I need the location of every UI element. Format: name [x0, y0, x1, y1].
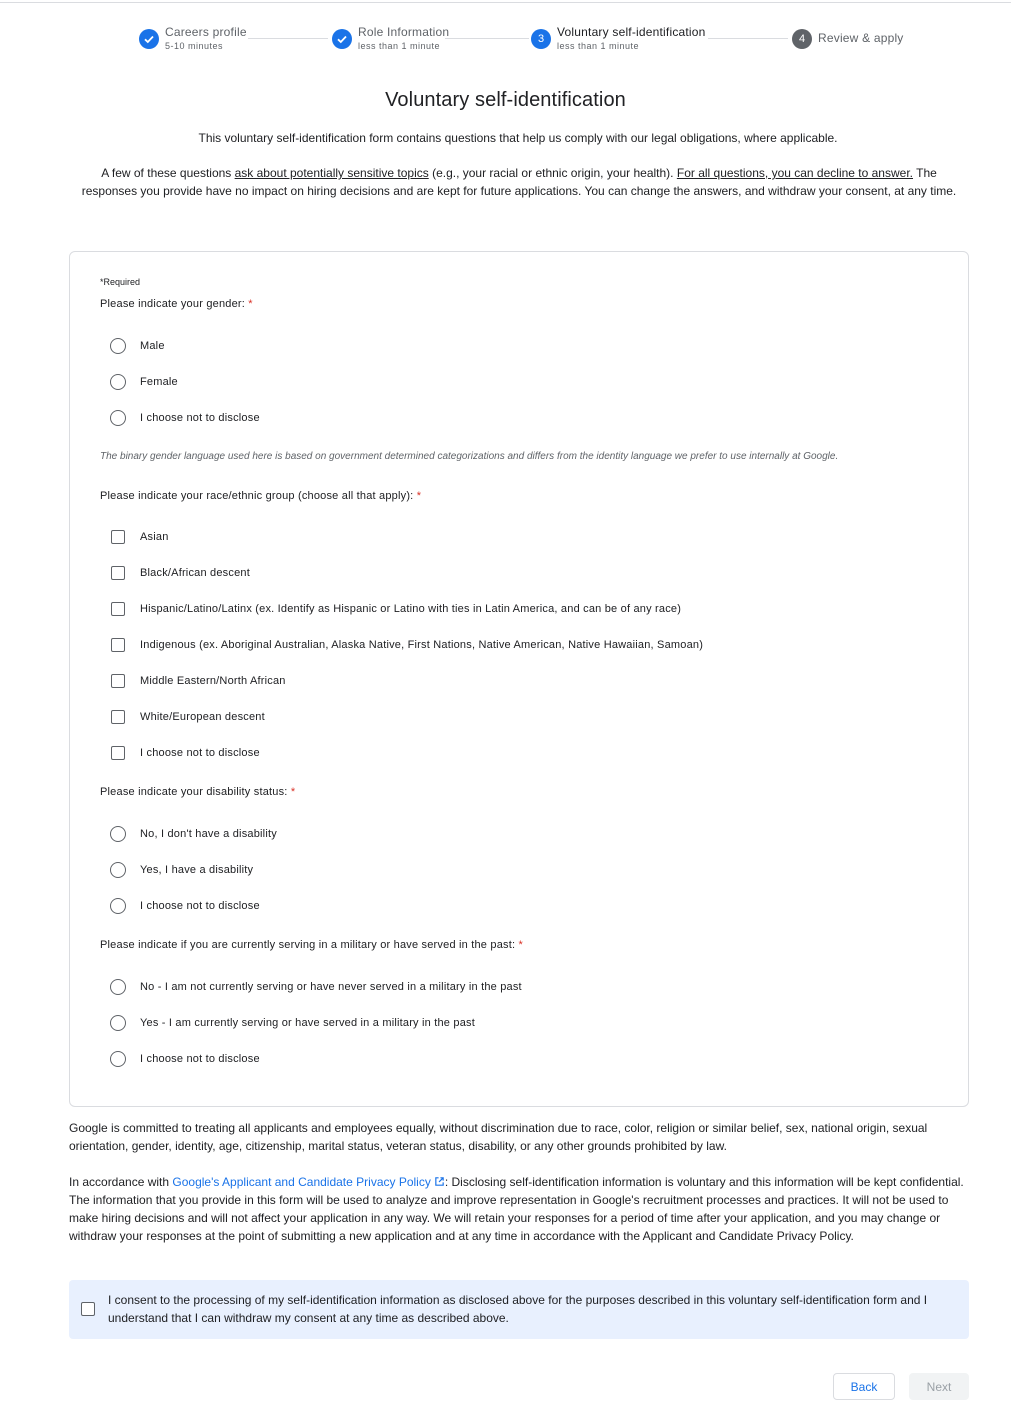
step-title: Role Information: [358, 25, 450, 39]
required-label: *Required: [100, 277, 141, 287]
race-question: [100, 490, 421, 502]
checkbox[interactable]: [111, 566, 125, 580]
question-text: Please indicate your race/ethnic group (choose all that apply):: [100, 490, 417, 502]
military-option-yes[interactable]: [110, 1015, 475, 1031]
step-subtitle: less than 1 minute: [557, 41, 640, 51]
step-connector: [445, 38, 529, 39]
step-subtitle: less than 1 minute: [358, 41, 441, 51]
race-option-asian[interactable]: [110, 530, 169, 544]
checkbox[interactable]: [111, 746, 125, 760]
option-label: I choose not to disclose: [140, 900, 260, 912]
gender-option-female[interactable]: [110, 374, 178, 390]
option-label: Black/African descent: [140, 567, 250, 579]
race-option-white[interactable]: [110, 710, 265, 724]
gender-option-male[interactable]: [110, 338, 165, 354]
option-label: Yes, I have a disability: [140, 864, 254, 876]
checkbox[interactable]: [111, 674, 125, 688]
step-review-apply: [792, 22, 904, 49]
option-label: Hispanic/Latino/Latinx (ex. Identify as Hispanic or Latino with ties in Latin America, and can be of any race): [140, 603, 682, 615]
self-identification-form: [69, 251, 969, 1107]
progress-stepper: [0, 22, 1011, 62]
checkbox[interactable]: [111, 530, 125, 544]
disability-option-yes[interactable]: [110, 862, 253, 878]
privacy-policy-link[interactable]: Google's Applicant and Candidate Privacy Policy: [172, 1175, 431, 1189]
consent-checkbox[interactable]: [81, 1302, 95, 1316]
radio-button[interactable]: [110, 374, 126, 390]
step-title: Voluntary self-identification: [557, 25, 706, 39]
radio-button[interactable]: [110, 1015, 126, 1031]
radio-button[interactable]: [110, 1051, 126, 1067]
checkbox[interactable]: [111, 638, 125, 652]
gender-question: [100, 298, 253, 310]
decline-to-answer-text: For all questions, you can decline to answer.: [676, 166, 913, 180]
military-option-no[interactable]: [110, 979, 522, 995]
question-text: Please indicate your disability status:: [100, 786, 291, 798]
disability-option-not-disclose[interactable]: [110, 898, 260, 914]
radio-button[interactable]: [110, 979, 126, 995]
radio-button[interactable]: [110, 898, 126, 914]
checkbox[interactable]: [111, 710, 125, 724]
disability-option-no[interactable]: [110, 826, 277, 842]
top-divider: [0, 2, 1011, 3]
privacy-text-part: : Disclosing self-identification information is voluntary and this information will be kept confidential. The information that you provide in this form will be used to analyze and improve representation in Google's recruitment processes and practices. It will not be used to make hiring decisions and will not affect your application in any way. We will retain your responses for a period of time after your application, and you may change or withdraw your responses at the point of submitting a new application and at any time in accordance with the Applicant and Candidate Privacy Policy.: [69, 1175, 964, 1243]
sensitive-topics-link[interactable]: ask about potentially sensitive topics: [234, 166, 429, 180]
privacy-text-part: In accordance with: [69, 1175, 173, 1189]
consent-box[interactable]: [69, 1280, 969, 1339]
required-star: *: [416, 490, 422, 502]
race-option-middle-eastern[interactable]: [110, 674, 286, 688]
required-star: *: [518, 939, 523, 951]
next-button[interactable]: Next: [909, 1373, 969, 1400]
required-star: *: [248, 298, 253, 310]
option-label: Middle Eastern/North African: [140, 675, 286, 687]
radio-button[interactable]: [110, 826, 126, 842]
option-label: Asian: [140, 531, 169, 543]
disability-question: [100, 786, 295, 798]
step-voluntary-self-identification: [531, 22, 706, 52]
option-label: Indigenous (ex. Aboriginal Australian, Alaska Native, First Nations, Native American, Native Hawaiian, Samoan): [140, 639, 704, 651]
race-option-hispanic[interactable]: [110, 602, 681, 616]
required-star: *: [290, 786, 296, 798]
checkbox[interactable]: [111, 602, 125, 616]
step-role-information: [332, 22, 449, 52]
gender-note: The binary gender language used here is based on government determined categorizations and differs from the identity language we prefer to use internally at Google.: [100, 451, 839, 462]
race-option-indigenous[interactable]: [110, 638, 703, 652]
radio-button[interactable]: [110, 338, 126, 354]
race-option-black[interactable]: [110, 566, 250, 580]
back-button[interactable]: Back: [833, 1373, 895, 1400]
equal-opportunity-statement: Google is committed to treating all applicants and employees equally, without discrimination due to race, color, religion or similar belief, sex, national origin, sexual orientation, gender, identity, age, citizenship, marital status, veteran status, disability, or any other grounds prohibited by law.: [69, 1121, 928, 1153]
option-label: I choose not to disclose: [140, 747, 260, 759]
race-option-not-disclose[interactable]: [110, 746, 260, 760]
step-careers-profile: [139, 22, 247, 52]
option-label: Male: [140, 340, 165, 352]
intro-text-part: A few of these questions: [101, 166, 235, 180]
option-label: I choose not to disclose: [140, 412, 260, 424]
page-title: Voluntary self-identification: [385, 89, 626, 111]
step-number-badge: 3: [531, 29, 551, 49]
military-option-not-disclose[interactable]: [110, 1051, 260, 1067]
step-number-badge: 4: [792, 29, 812, 49]
check-icon: [139, 29, 159, 49]
gender-option-not-disclose[interactable]: [110, 410, 260, 426]
option-label: I choose not to disclose: [140, 1053, 260, 1065]
option-label: Yes - I am currently serving or have served in a military in the past: [140, 1017, 475, 1029]
military-question: [100, 939, 523, 951]
question-text: Please indicate your gender:: [100, 298, 249, 310]
external-link-icon[interactable]: [434, 1176, 445, 1187]
consent-label: I consent to the processing of my self-identification information as disclosed above for the purposes described in this voluntary self-identification form and I understand that I can withdraw my consent at any time as described above.: [108, 1293, 928, 1325]
question-text: Please indicate if you are currently serving in a military or have served in the past:: [100, 939, 519, 951]
option-label: White/European descent: [140, 711, 265, 723]
step-connector: [248, 38, 328, 39]
step-connector: [708, 38, 788, 39]
privacy-statement: [69, 1173, 974, 1245]
intro-text-part: The responses you provide have no impact on hiring decisions and are kept for future applications. You can change the answers, and withdraw your consent, at any time.: [81, 166, 957, 198]
option-label: No, I don't have a disability: [140, 828, 277, 840]
option-label: No - I am not currently serving or have never served in a military in the past: [140, 981, 522, 993]
step-subtitle: 5-10 minutes: [165, 41, 224, 51]
intro-text: This voluntary self-identification form contains questions that help us comply with our legal obligations, where applicable.: [198, 131, 838, 145]
intro-text-part: (e.g., your racial or ethnic origin, your health).: [428, 166, 677, 180]
option-label: Female: [140, 376, 178, 388]
radio-button[interactable]: [110, 410, 126, 426]
intro-disclaimer: [80, 164, 958, 200]
step-title: Careers profile: [165, 25, 247, 39]
check-icon: [332, 29, 352, 49]
radio-button[interactable]: [110, 862, 126, 878]
step-title: Review & apply: [818, 31, 904, 45]
